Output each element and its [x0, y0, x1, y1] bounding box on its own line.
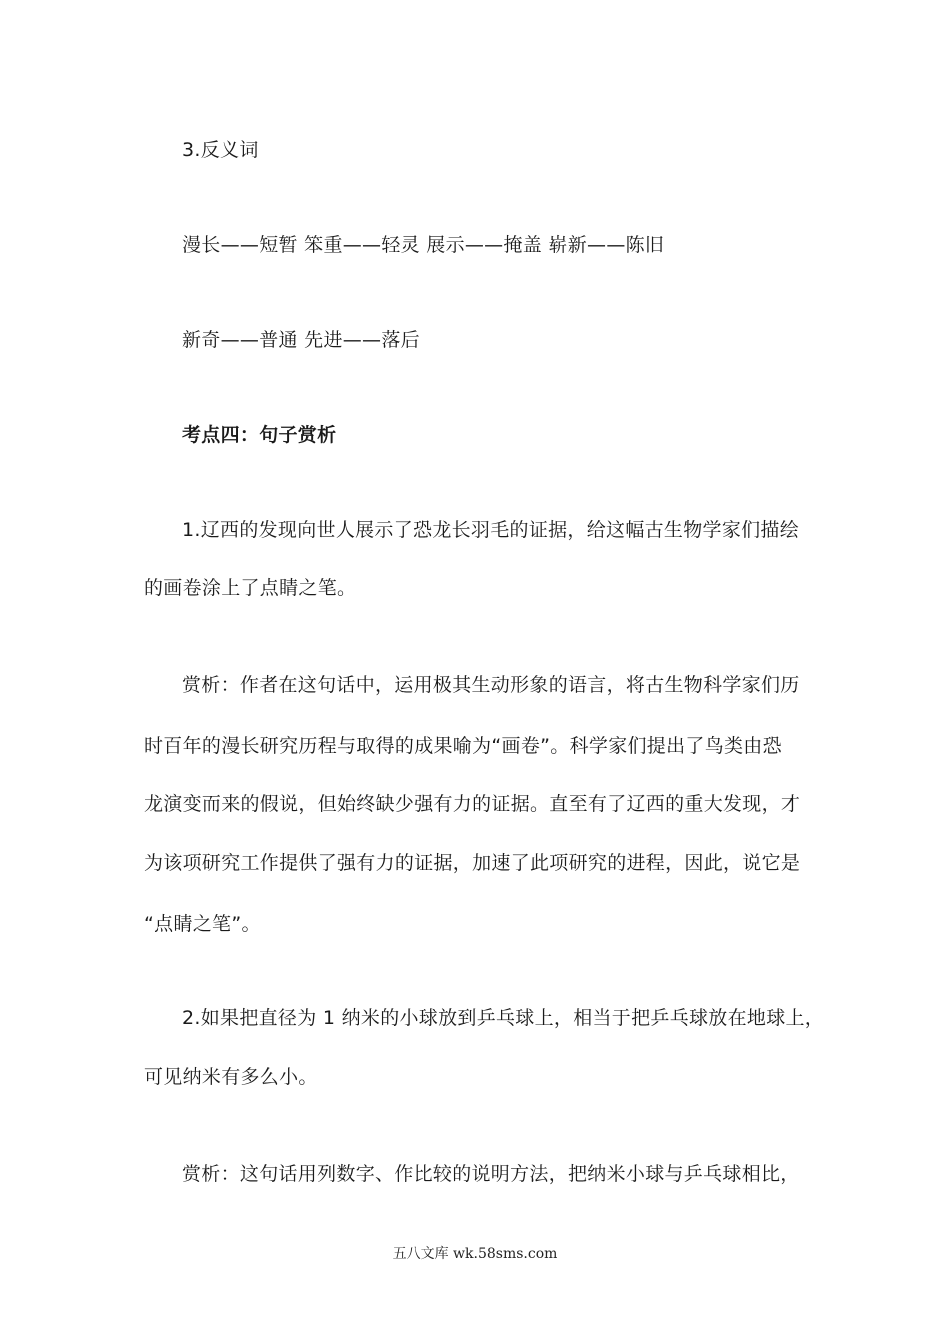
analysis-2-line-1: 赏析：这句话用列数字、作比较的说明方法，把纳米小球与乒乓球相比，: [182, 1163, 800, 1185]
sentence-2-line-1: 2.如果把直径为 1 纳米的小球放到乒乓球上，相当于把乒乓球放在地球上，: [182, 1007, 825, 1029]
analysis-1-line-1: 赏析：作者在这句话中，运用极其生动形象的语言，将古生物科学家们历: [182, 674, 800, 696]
antonym-line-1: 漫长——短暂 笨重——轻灵 展示——掩盖 崭新——陈旧: [182, 234, 665, 256]
section-heading-sentence-analysis: 考点四：句子赏析: [182, 424, 337, 446]
sentence-2-line-2: 可见纳米有多么小。: [144, 1066, 318, 1088]
analysis-1-line-3: 龙演变而来的假说，但始终缺少强有力的证据。直至有了辽西的重大发现，才: [144, 793, 801, 815]
analysis-1-line-5: “点睛之笔”。: [144, 913, 261, 935]
analysis-1-line-2: 时百年的漫长研究历程与取得的成果喻为“画卷”。科学家们提出了鸟类由恐: [144, 735, 782, 757]
analysis-1-line-4: 为该项研究工作提供了强有力的证据，加速了此项研究的进程，因此，说它是: [144, 852, 801, 874]
page-footer: 五八文库 wk.58sms.com: [392, 1246, 558, 1262]
sentence-1-line-1: 1.辽西的发现向世人展示了恐龙长羽毛的证据，给这幅古生物学家们描绘: [182, 519, 800, 541]
sentence-1-line-2: 的画卷涂上了点睛之笔。: [144, 577, 357, 599]
antonym-line-2: 新奇——普通 先进——落后: [182, 329, 420, 351]
section-heading-antonyms: 3.反义词: [182, 139, 259, 161]
